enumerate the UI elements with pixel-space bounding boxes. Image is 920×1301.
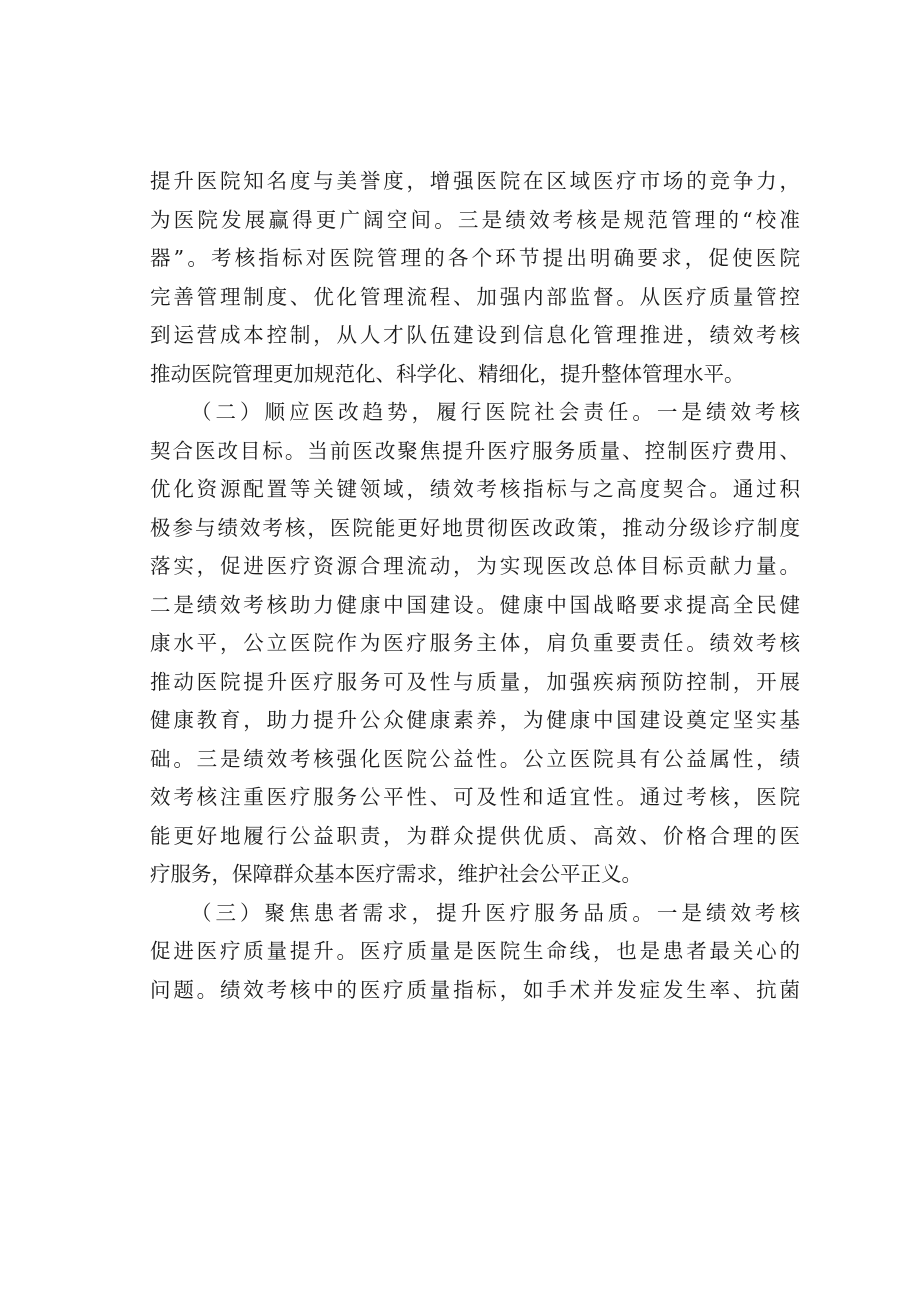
text-line: 极参与绩效考核，医院能更好地贯彻医改政策，推动分级诊疗制度 [150,515,800,540]
text-line: 落实，促进医疗资源合理流动，为实现医改总体目标贡献力量。 [150,554,800,578]
document-body [150,162,800,1009]
text-line: 促进医疗质量提升。医疗质量是医院生命线，也是患者最关心的 [150,939,800,963]
text-line: 器”。考核指标对医院管理的各个环节提出明确要求，促使医院 [150,246,800,270]
text-line: 效考核注重医疗服务公平性、可及性和适宜性。通过考核，医院 [150,785,800,809]
text-line: 优化资源配置等关键领域，绩效考核指标与之高度契合。通过积 [150,477,800,501]
text-line: 到运营成本控制，从人才队伍建设到信息化管理推进，绩效考核 [150,323,800,347]
text-line: 契合医改目标。当前医改聚焦提升医疗服务质量、控制医疗费用、 [150,438,800,463]
text-line: 疗服务，保障群众基本医疗需求，维护社会公平正义。 [150,862,642,886]
section-heading-line: （三）聚焦患者需求，提升医疗服务品质。一是绩效考核 [191,900,800,925]
text-line: 完善管理制度、优化管理流程、加强内部监督。从医疗质量管控 [150,284,800,309]
text-line: 推动医院管理更加规范化、科学化、精细化，提升整体管理水平。 [150,361,745,386]
text-line: 问题。绩效考核中的医疗质量指标，如手术并发症发生率、抗菌 [150,977,800,1002]
text-line: 二是绩效考核助力健康中国建设。健康中国战略要求提高全民健 [150,592,800,617]
section-heading-line: （二）顺应医改趋势，履行医院社会责任。一是绩效考核 [191,400,800,424]
text-line: 础。三是绩效考核强化医院公益性。公立医院具有公益属性，绩 [150,746,800,771]
text-line: 推动医院提升医疗服务可及性与质量，加强疾病预防控制，开展 [150,669,800,694]
text-line: 健康教育，助力提升公众健康素养，为健康中国建设奠定坚实基 [150,708,800,732]
text-line: 为医院发展赢得更广阔空间。三是绩效考核是规范管理的“校准 [150,207,800,232]
text-line: 康水平，公立医院作为医疗服务主体，肩负重要责任。绩效考核 [150,631,800,655]
text-line: 能更好地履行公益职责，为群众提供优质、高效、价格合理的医 [150,823,800,848]
text-line: 提升医院知名度与美誉度，增强医院在区域医疗市场的竞争力， [150,169,800,193]
